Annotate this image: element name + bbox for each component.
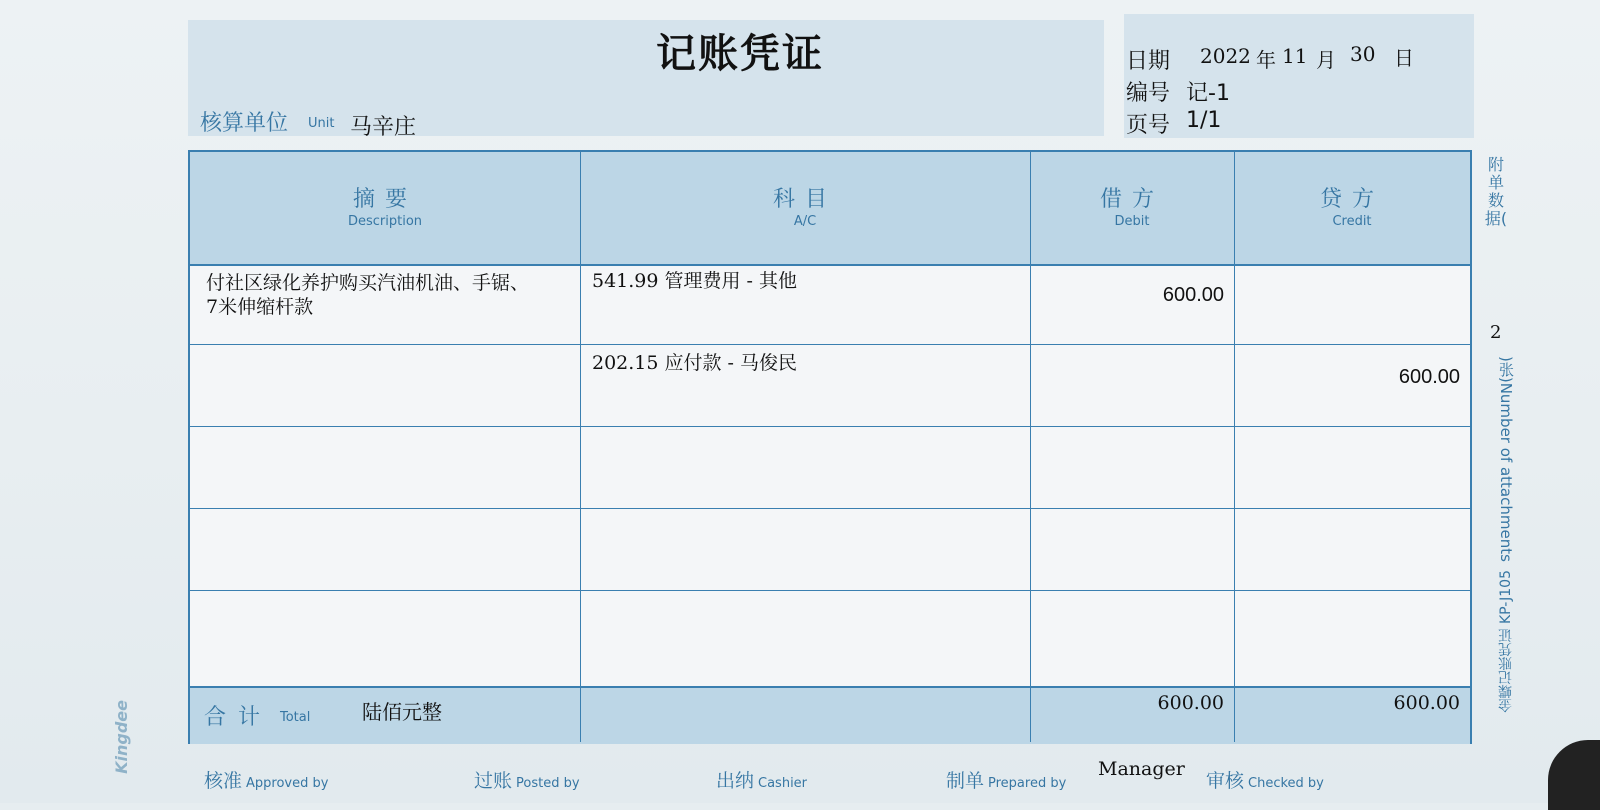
prepared-value: Manager [1098,758,1185,780]
row1-debit: 600.00 [1162,284,1224,306]
col-description-title: 摘要 [352,187,417,212]
posted-by [474,766,580,793]
approved-label: 核准 [204,770,243,792]
col-credit-title: 贷方 [1319,187,1384,212]
col-divider [580,152,581,742]
voucher-table [188,150,1472,744]
date-year: 2022 [1200,44,1251,68]
page-label: 页号 [1126,113,1171,138]
total-amount-words: 陆佰元整 [362,700,442,724]
cashier [716,766,807,793]
date-month-suffix: 月 [1316,48,1336,72]
posted-label-en: Posted by [516,776,580,791]
checked-label-en: Checked by [1248,776,1324,791]
prepared-label-en: Prepared by [988,776,1067,791]
attachments-label: 附单数据( [1484,155,1508,228]
date-year-suffix: 年 [1256,48,1276,72]
unit-label: 核算单位 [200,111,289,136]
brand-logo: Kingdee [112,700,131,774]
posted-label: 过账 [474,770,513,792]
col-description-sub: Description [347,214,423,229]
total-credit: 600.00 [1393,692,1460,714]
checked-by [1206,766,1324,793]
col-credit-sub: Credit [1332,214,1372,229]
row-divider [190,508,1470,509]
date-label: 日期 [1126,49,1171,74]
prepared-by [946,766,1066,793]
row1-description-line1: 付社区绿化养护购买汽油机油、手锯、 [206,272,530,294]
voucher-title: 记账凭证 [656,31,824,77]
unit-value: 马辛庄 [350,115,417,140]
row-divider [190,426,1470,427]
col-account-title: 科目 [772,187,837,212]
row-divider [190,590,1470,591]
date-month: 11 [1282,44,1308,68]
row1-description-line2: 7米伸缩杆款 [206,296,314,318]
row2-credit: 600.00 [1398,366,1460,388]
attachments-suffix: )张)Number of attachments [1497,356,1515,562]
page-fold-shadow [1548,740,1600,810]
prepared-label: 制单 [946,770,985,792]
col-divider [1030,152,1031,742]
approved-by [204,766,328,793]
col-debit-title: 借方 [1099,187,1164,212]
approved-label-en: Approved by [246,776,329,791]
form-code: 金蝶记账凭证 KP-J105 [1498,570,1514,713]
cashier-label-en: Cashier [758,776,808,791]
col-divider [1234,152,1235,742]
total-label-en: Total [280,710,311,725]
row2-account: 202.15 应付款 - 马俊民 [592,352,798,374]
unit-label-en: Unit [308,116,335,131]
date-day: 30 [1350,42,1376,66]
total-label: 合计 [204,705,273,730]
col-account-sub: A/C [793,214,817,229]
col-debit-sub: Debit [1114,214,1150,229]
total-debit: 600.00 [1157,692,1224,714]
cashier-label: 出纳 [716,770,755,792]
total-row-content [190,686,1470,742]
number-value: 记-1 [1186,81,1230,106]
row1-account: 541.99 管理费用 - 其他 [592,270,798,292]
date-day-suffix: 日 [1394,46,1414,70]
number-label: 编号 [1126,81,1171,106]
attachments-count: 2 [1490,322,1502,343]
checked-label: 审核 [1206,770,1245,792]
page-value: 1/1 [1186,108,1222,133]
header-meta-band [1124,14,1474,138]
row-divider [190,344,1470,345]
